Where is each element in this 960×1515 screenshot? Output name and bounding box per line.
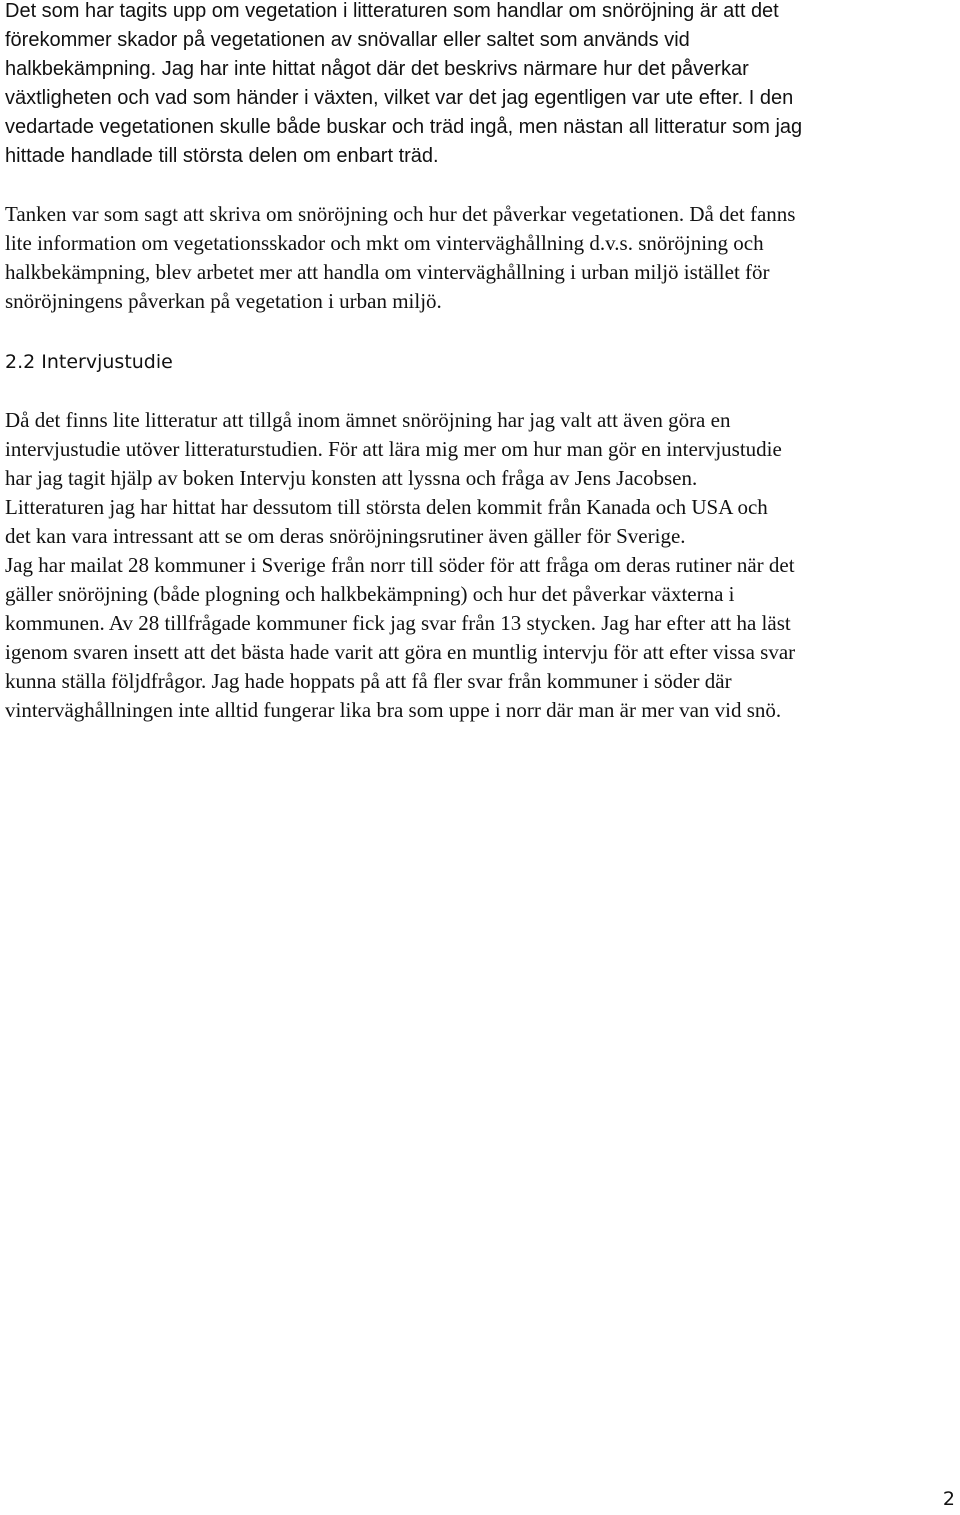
text-line: Då det finns lite litteratur att tillgå inom ämnet snöröjning har jag valt att även göra en	[5, 408, 731, 432]
section-heading: 2.2 Intervjustudie	[5, 351, 173, 373]
text-line: halkbekämpning, blev arbetet mer att handla om vinterväghållning i urban miljö istället för	[5, 260, 770, 284]
text-line: halkbekämpning. Jag har inte hittat något där det beskrivs närmare hur det påverkar	[5, 58, 749, 80]
page-number: 2	[942, 1488, 955, 1510]
paragraph-interview-study	[5, 406, 795, 725]
text-line: har jag tagit hjälp av boken Intervju konsten att lyssna och fråga av Jens Jacobsen.	[5, 466, 698, 490]
paragraph-thesis-direction	[5, 200, 795, 316]
text-line: kommunen. Av 28 tillfrågade kommuner fick jag svar från 13 stycken. Jag har efter att ha läst	[5, 611, 791, 635]
paragraph-literature-vegetation	[5, 0, 802, 171]
text-line: kunna ställa följdfrågor. Jag hade hoppats på att få fler svar från kommuner i söder där	[5, 669, 732, 693]
text-line: hittade handlade till största delen om enbart träd.	[5, 145, 439, 167]
text-line: snöröjningens påverkan på vegetation i urban miljö.	[5, 289, 442, 313]
text-line: Litteraturen jag har hittat har dessutom till största delen kommit från Kanada och USA och	[5, 495, 768, 519]
text-line: det kan vara intressant att se om deras snöröjningsrutiner även gäller för Sverige.	[5, 524, 686, 548]
text-line: Jag har mailat 28 kommuner i Sverige från norr till söder för att fråga om deras rutiner när det	[5, 553, 795, 577]
text-line: vinterväghållningen inte alltid fungerar lika bra som uppe i norr där man är mer van vid snö.	[5, 698, 782, 722]
text-line: förekommer skador på vegetationen av snövallar eller saltet som används vid	[5, 29, 690, 51]
text-line: Tanken var som sagt att skriva om snöröjning och hur det påverkar vegetationen. Då det fanns	[5, 202, 796, 226]
text-line: intervjustudie utöver litteraturstudien. För att lära mig mer om hur man gör en intervjustudie	[5, 437, 782, 461]
text-line: lite information om vegetationsskador och mkt om vinterväghållning d.v.s. snöröjning och	[5, 231, 764, 255]
text-line: gäller snöröjning (både plogning och halkbekämpning) och hur det påverkar växterna i	[5, 582, 735, 606]
text-line: vedartade vegetationen skulle både buskar och träd ingå, men nästan all litteratur som jag	[5, 116, 803, 138]
text-line: Det som har tagits upp om vegetation i litteraturen som handlar om snöröjning är att det	[5, 0, 779, 22]
text-line: igenom svaren insett att det bästa hade varit att göra en muntlig intervju för att efter vissa svar	[5, 640, 796, 664]
text-line: växtligheten och vad som händer i växten, vilket var det jag egentligen var ute efter. I den	[5, 87, 794, 109]
